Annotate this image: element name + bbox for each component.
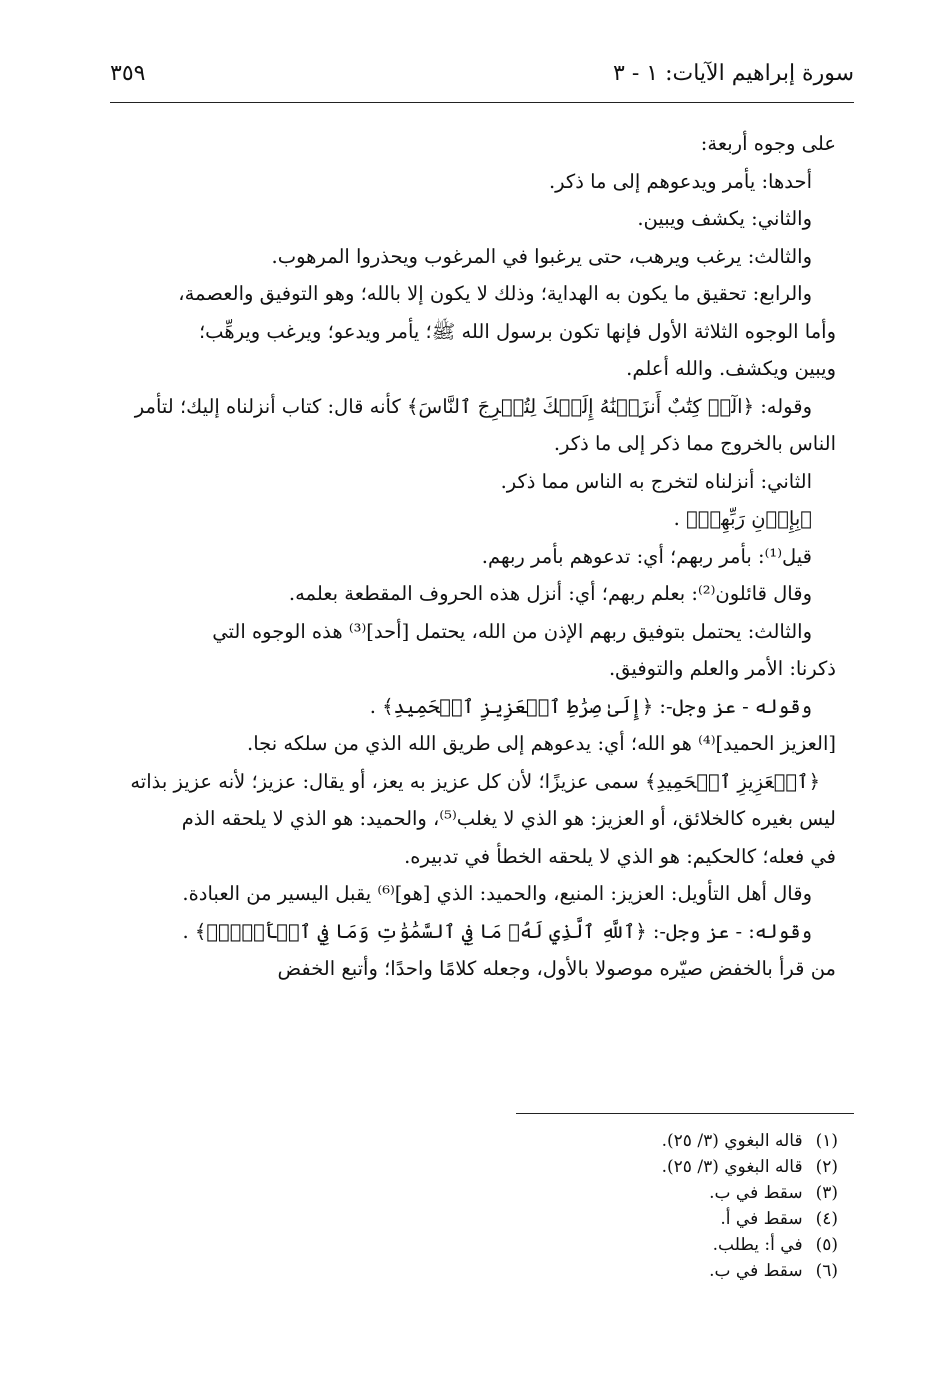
- footnote-number: (٤): [815, 1209, 838, 1229]
- paragraph: ذكرنا: الأمر والعلم والتوفيق.: [608, 657, 836, 680]
- footnotes: [420, 1128, 838, 1284]
- paragraph: أحدها: يأمر ويدعوهم إلى ما ذكر.: [548, 169, 812, 193]
- paragraph: من قرأ بالخفض صيّره موصولا بالأول، وجعله كلامًا واحدًا؛ وأتبع الخفض: [277, 957, 836, 980]
- paragraph: على وجوه أربعة:: [700, 132, 836, 155]
- paragraph: وأما الوجوه الثلاثة الأول فإنها تكون برسول الله ﷺ؛ يأمر ويدعو؛ ويرغب ويرهِّب؛: [198, 319, 836, 343]
- paragraph: ويبين ويكشف. والله أعلم.: [626, 357, 836, 380]
- paragraph: الناس بالخروج مما ذكر إلى ما ذكر.: [553, 432, 836, 455]
- footnote: [420, 1206, 838, 1232]
- footnote-text: قاله البغوي (٣/ ٢٥).: [661, 1157, 803, 1177]
- paragraph: والثاني: يكشف ويبين.: [637, 207, 812, 230]
- main-text: [118, 125, 836, 988]
- footnote-text: سقط في ب.: [709, 1183, 803, 1203]
- footnote-text: سقط في أ.: [720, 1209, 803, 1229]
- header-divider: [110, 102, 854, 103]
- footnote: [420, 1232, 838, 1258]
- footnote: [420, 1258, 838, 1284]
- footnote: [420, 1128, 838, 1154]
- paragraph: قيل⁽¹⁾: بأمر ربهم؛ أي: تدعوهم بأمر ربهم.: [481, 544, 812, 568]
- paragraph: وقوله: - عز وجل-: ﴿ٱللَّهِ ٱلَّذِي لَهُۥ مَا فِي ٱلسَّمَٰوَٰتِ وَمَا فِي ٱلۡأَرۡضِۗ﴾ .: [182, 919, 812, 943]
- footnote-text: في أ: يطلب.: [712, 1235, 803, 1255]
- paragraph: ﴿ٱلۡعَزِيزِ ٱلۡحَمِيدِ﴾ سمى عزيزًا؛ لأن كل عزيز به يعز، أو يقال: عزيز؛ لأنه عزيز بذاته: [130, 769, 820, 793]
- quran-quote: ﴿بِإِذۡنِ رَبِّهِمۡ﴾ .: [673, 507, 812, 530]
- paragraph: وقال أهل التأويل: العزيز: المنيع، والحميد: الذي [هو]⁽⁶⁾ يقبل اليسير من العبادة.: [182, 882, 812, 905]
- header-title: سورة إبراهيم الآيات: ١ - ٣: [613, 61, 854, 86]
- footnote: [420, 1154, 838, 1180]
- paragraph: الثاني: أنزلناه لتخرج به الناس مما ذكر.: [500, 469, 812, 493]
- footnote-number: (٣): [815, 1183, 838, 1203]
- paragraph: في فعله؛ كالحكيم: هو الذي لا يلحقه الخطأ في تدبيره.: [404, 844, 836, 868]
- footnote: [420, 1180, 838, 1206]
- paragraph: والثالث: يرغب ويرهب، حتى يرغبوا في المرغوب ويحذروا المرهوب.: [271, 244, 812, 268]
- footnote-text: سقط في ب.: [709, 1261, 803, 1281]
- paragraph: وقوله: ﴿الٓرۚ كِتَٰبٌ أَنزَلۡنَٰهُ إِلَيۡكَ لِتُخۡرِجَ ٱلنَّاسَ﴾ كأنه قال: كتاب أنزلناه إليك؛ لتأمر: [134, 394, 812, 418]
- paragraph: [العزيز الحميد]⁽⁴⁾ هو الله؛ أي: يدعوهم إلى طريق الله الذي من سلكه نجا.: [247, 732, 836, 755]
- paragraph: والثالث: يحتمل بتوفيق ربهم الإذن من الله، يحتمل [أحد]⁽³⁾ هذه الوجوه التي: [212, 619, 812, 643]
- paragraph: والرابع: تحقيق ما يكون به الهداية؛ وذلك لا يكون إلا بالله؛ وهو التوفيق والعصمة،: [178, 282, 812, 305]
- footnote-number: (٢): [815, 1157, 838, 1177]
- footnote-number: (٥): [815, 1235, 838, 1255]
- running-header: [110, 58, 854, 98]
- page-number: ٣٥٩: [110, 61, 146, 86]
- paragraph: ليس بغيره كالخلائق، أو العزيز: هو الذي لا يغلب⁽⁵⁾، والحميد: هو الذي لا يلحقه الذم: [181, 807, 836, 830]
- paragraph: وقال قائلون⁽²⁾: بعلم ربهم؛ أي: أنزل هذه الحروف المقطعة بعلمه.: [288, 582, 812, 605]
- paragraph: وقوله - عز وجل-: ﴿إِلَىٰ صِرَٰطِ ٱلۡعَزِيزِ ٱلۡحَمِيدِ﴾ .: [369, 694, 812, 718]
- footnote-number: (١): [815, 1131, 838, 1151]
- footnote-number: (٦): [815, 1261, 838, 1281]
- footnote-text: قاله البغوي (٣/ ٢٥).: [661, 1131, 803, 1151]
- footnote-divider: [516, 1113, 854, 1114]
